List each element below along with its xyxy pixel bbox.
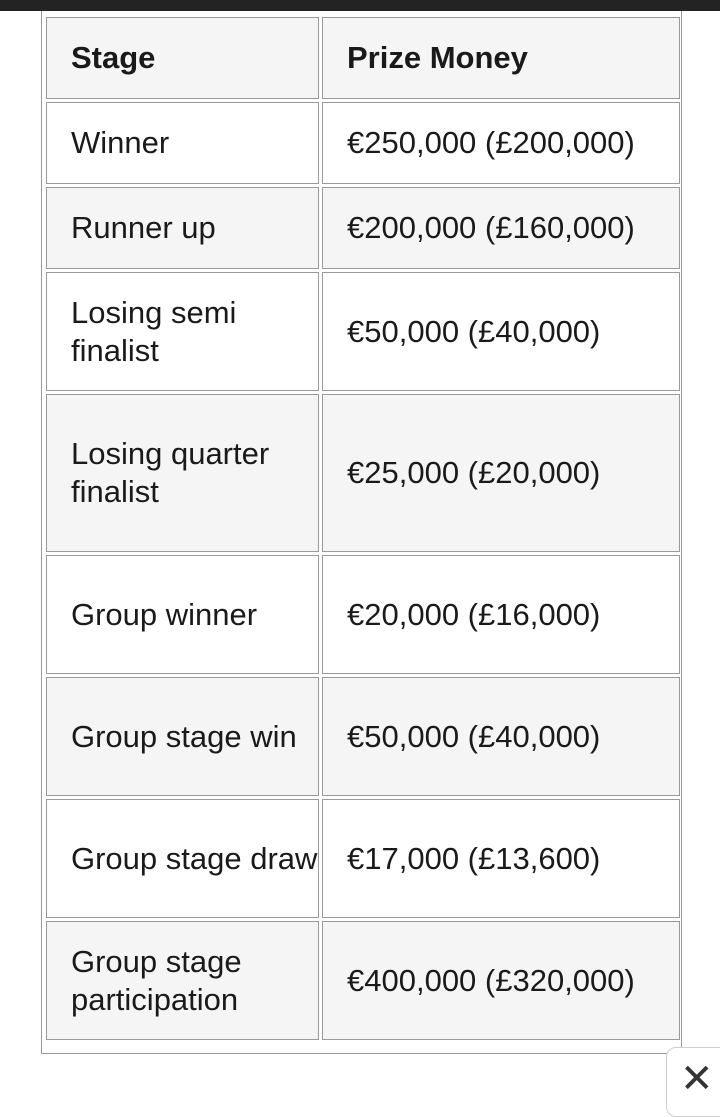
prize-cell: €250,000 (£200,000): [322, 102, 680, 184]
prize-cell: €20,000 (£16,000): [322, 555, 680, 674]
table-row: [46, 555, 680, 674]
stage-cell: Group stage win: [46, 677, 319, 796]
table-row: [46, 272, 680, 391]
stage-cell: Runner up: [46, 187, 319, 269]
prize-cell: €25,000 (£20,000): [322, 394, 680, 552]
close-button[interactable]: [666, 1047, 720, 1117]
prize-table-container: [41, 11, 682, 1054]
table-row: [46, 102, 680, 184]
prize-cell: €200,000 (£160,000): [322, 187, 680, 269]
prize-cell: €400,000 (£320,000): [322, 921, 680, 1040]
column-header-stage: Stage: [46, 17, 319, 99]
table-row: [46, 921, 680, 1040]
table-row: [46, 187, 680, 269]
stage-cell: Losing semi finalist: [46, 272, 319, 391]
prize-cell: €50,000 (£40,000): [322, 677, 680, 796]
stage-cell: Winner: [46, 102, 319, 184]
prize-cell: €17,000 (£13,600): [322, 799, 680, 918]
top-bar: [0, 0, 720, 11]
prize-cell: €50,000 (£40,000): [322, 272, 680, 391]
stage-cell: Losing quarter finalist: [46, 394, 319, 552]
table-row: [46, 677, 680, 796]
prize-money-table: [43, 14, 683, 1043]
stage-cell: Group stage draw: [46, 799, 319, 918]
stage-cell: Group winner: [46, 555, 319, 674]
table-header-row: [46, 17, 680, 99]
close-icon: ✕: [680, 1056, 714, 1102]
table-row: [46, 394, 680, 552]
column-header-prize-money: Prize Money: [322, 17, 680, 99]
table-row: [46, 799, 680, 918]
stage-cell: Group stage participation: [46, 921, 319, 1040]
